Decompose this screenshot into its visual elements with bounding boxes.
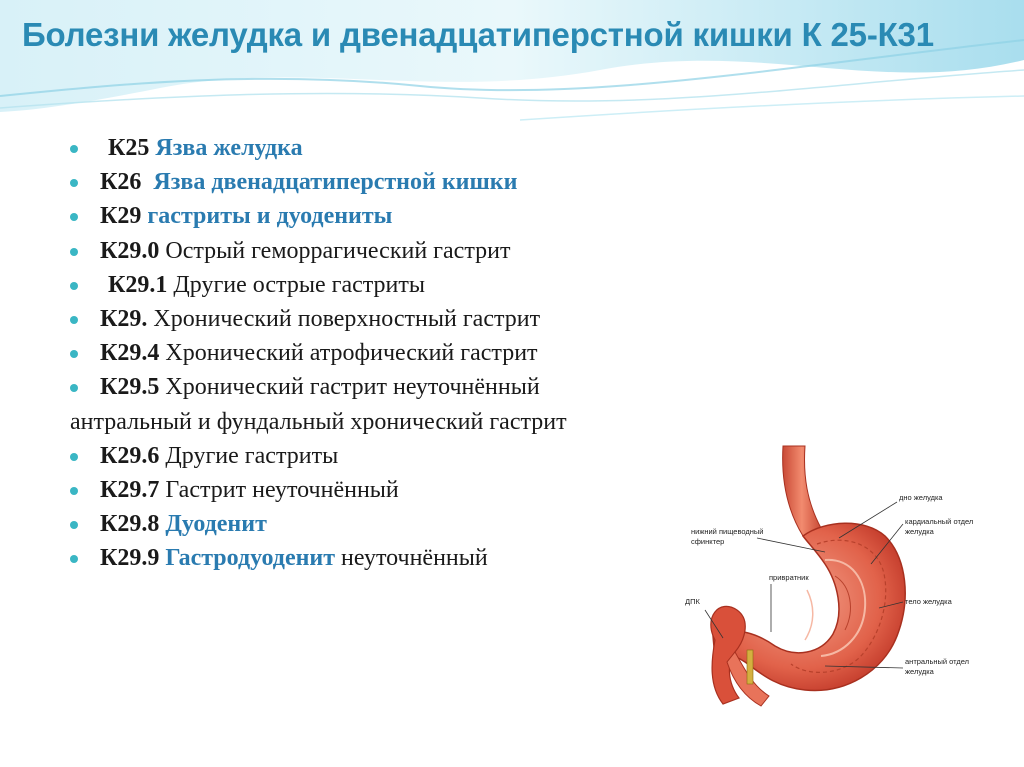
item-highlight: Гастродуоденит [165,545,336,572]
slide-title: Болезни желудка и двенадцатиперстной кишки К 25-К31 [22,16,934,53]
item-code: К25 [108,135,150,161]
list-item [70,234,730,268]
list-item [70,268,730,302]
bullet-icon [70,282,78,290]
label-antrum: антральный отдел [905,657,970,666]
stomach-anatomy-illustration [675,440,997,715]
item-code: К26 [100,169,142,196]
item-code: К29.1 [108,271,168,298]
bullet-icon [70,453,78,461]
item-text: Острый геморрагический гастрит [165,237,511,264]
bullet-icon [70,316,78,324]
list-item [70,165,730,199]
list-item [70,473,730,507]
item-code: К29.8 [100,511,160,538]
item-highlight: Язва двенадцатиперстной кишки [153,169,518,196]
item-text: Хронический поверхностный гастрит [153,306,541,333]
item-text: неуточнённый [341,545,488,572]
item-code: К29.5 [100,374,160,401]
list-item [70,199,730,233]
item-code: К29.9 [100,545,160,572]
list-item [70,541,730,575]
label-fundus: дно желудка [899,493,943,502]
item-text: Хронический гастрит неуточнённый [165,374,540,401]
list-item [70,131,730,165]
item-code: К29.7 [100,477,160,504]
item-code: К29. [100,306,148,333]
label-antrum-2: желудка [905,667,934,676]
item-text: Другие острые гастриты [173,271,425,298]
list-item [70,336,730,370]
list-item [70,439,730,473]
item-code: К29.0 [100,237,160,264]
item-text: Хронический атрофический гастрит [165,340,538,367]
label-cardia-2: желудка [905,527,934,536]
label-sphincter: нижний пищеводный [691,527,764,536]
label-cardia: кардиальный отдел [905,517,974,526]
label-duodenum: ДПК [685,597,700,606]
item-text: Другие гастриты [165,442,339,469]
bullet-icon [70,145,78,153]
item-highlight: Дуоденит [165,511,267,538]
item-code: К29.6 [100,442,160,469]
bullet-icon [70,487,78,495]
item-highlight: Язва желудка [155,135,303,161]
disease-code-list [70,131,730,576]
item-text-continued: антральный и фундальный хронический гастрит [70,408,567,435]
item-text: Гастрит неуточнённый [165,477,399,504]
label-pylorus: привратник [769,573,809,582]
list-item [70,370,730,438]
list-item [70,302,730,336]
list-item [70,507,730,541]
item-highlight: гастриты и дуодениты [147,203,393,230]
label-body: тело желудка [905,597,952,606]
bullet-icon [70,248,78,256]
label-sphincter-2: сфинктер [691,537,725,546]
item-code: К29 [100,203,142,230]
item-code: К29.4 [100,340,160,367]
